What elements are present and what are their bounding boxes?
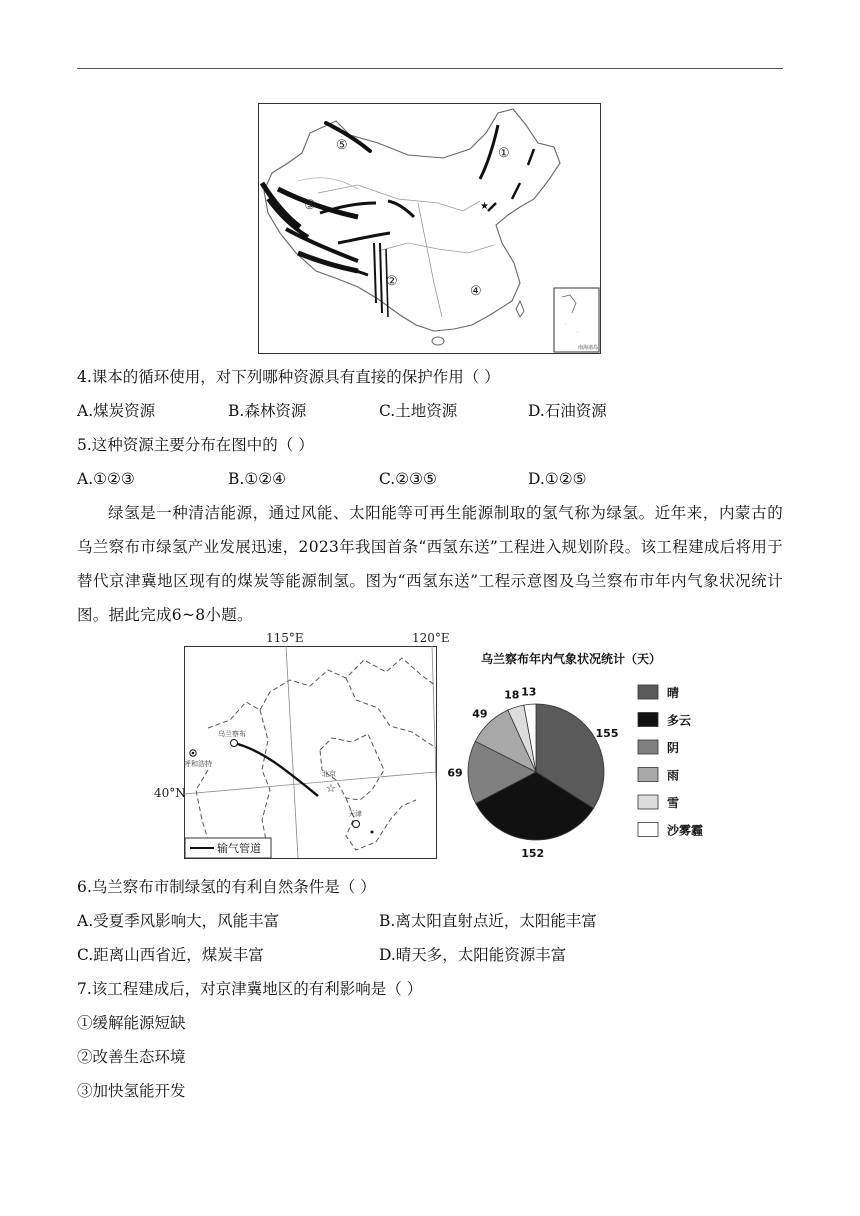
header-rule [77,68,783,69]
china-forest-map [258,103,601,354]
city-beijing: 北京 [322,770,336,778]
q7-item-1: ①缓解能源短缺 [77,1014,186,1032]
q6-option-a[interactable]: A.受夏季风影响大，风能丰富 [77,912,280,930]
q7-item-2: ②改善生态环境 [77,1048,186,1066]
map-label-1: ① [498,146,510,161]
q7-item-3: ③加快氢能开发 [77,1082,186,1100]
q6-option-d[interactable]: D.晴天多，太阳能资源丰富 [379,946,567,964]
pie-value-label: 69 [447,766,463,780]
legend-label: 多云 [667,713,692,728]
passage: 绿氢是一种清洁能源，通过风能、太阳能等可再生能源制取的氢气称为绿氢。近年来，内蒙古的乌兰察布市绿氢产业发展迅速，2023年我国首条“西氢东送”工程进入规划阶段。该工程建成后将用于替代京津冀地区现有的煤炭等能源制氢。图为“西氢东送”工程示意图及乌兰察布市年内气象状况统计图。据此完成6~8小题。 [77,504,783,624]
map-label-3: ③ [304,198,316,213]
pie-value-label: 155 [595,727,619,740]
chart-title: 乌兰察布年内气象状况统计（天） [481,652,662,666]
q5-stem: 5.这种资源主要分布在图中的（ ） [77,436,314,454]
city-hohhot: 呼和浩特 [184,760,212,768]
lon-label-120: 120°E [412,631,450,645]
legend-label: 晴 [667,686,680,700]
map-label-5: ⑤ [336,138,348,153]
legend-label: 雨 [667,768,680,783]
svg-text:☆: ☆ [326,782,336,795]
q5-option-b[interactable]: B.①②④ [228,470,287,488]
q6-stem: 6.乌兰察布市制绿氢的有利自然条件是（ ） [77,878,376,896]
legend-swatch [638,713,658,727]
map-legend-pipeline: 输气管道 [217,842,261,855]
q4-option-c[interactable]: C.土地资源 [379,402,458,420]
weather-pie-chart [447,645,730,860]
lon-label-115: 115°E [266,631,304,645]
q5-option-d[interactable]: D.①②⑤ [528,470,587,488]
q4-option-d[interactable]: D.石油资源 [528,402,607,420]
pie-value-label: 18 [504,688,520,702]
q6-option-c[interactable]: C.距离山西省近，煤炭丰富 [77,946,264,964]
inset-label: 南海诸岛 [578,345,599,351]
svg-text:★: ★ [480,201,489,212]
pie-value-label: 152 [521,846,545,860]
legend-swatch [638,823,658,837]
map-label-2: ② [386,274,398,289]
map-label-4: ④ [470,284,482,299]
legend-swatch [638,795,658,809]
lat-label-40: 40°N [154,786,186,800]
legend-swatch [638,685,658,699]
q5-option-c[interactable]: C.②③⑤ [379,470,437,488]
legend-label: 阴 [667,741,680,755]
q4-option-a[interactable]: A.煤炭资源 [77,402,156,420]
q4-option-b[interactable]: B.森林资源 [228,402,307,420]
city-ulanqab: 乌兰察布 [218,730,246,738]
pie-value-label: 13 [521,685,537,699]
svg-text:·.: ·. [564,321,568,327]
q5-option-a[interactable]: A.①②③ [77,470,135,488]
pie-value-label: 49 [472,707,488,721]
city-tianjin: 天津 [348,810,362,818]
q4-stem: 4.课本的循环使用，对下列哪种资源具有直接的保护作用（ ） [77,368,500,386]
svg-text:.·: .· [576,329,580,335]
pipeline-map [150,630,450,862]
q7-stem: 7.该工程建成后，对京津冀地区的有利影响是（ ） [77,980,423,998]
q6-option-b[interactable]: B.离太阳直射点近，太阳能丰富 [379,912,597,930]
legend-swatch [638,768,658,782]
legend-label: 雪 [667,796,680,810]
legend-label: 沙雾霾 [667,823,704,838]
legend-swatch [638,740,658,754]
